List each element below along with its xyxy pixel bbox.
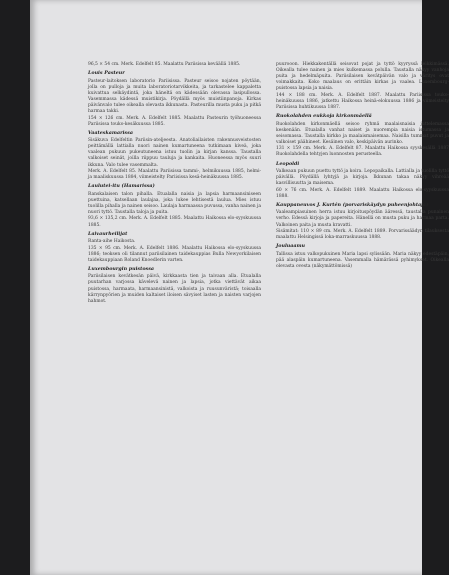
book-page [30, 0, 449, 575]
paragraph: Tallissa istuu valkopukuinen Maria lapsi sylissään. Maria näkyy edestäpäin, pää alaspäin kumartuneena. Vasemmalla hämärässä pyhimykset. Oikealla olevasta ovesta (näkymättömissä) [276, 251, 449, 269]
section-heading: Ruokolahden eukkoja kirkonmäellä [276, 113, 372, 120]
paragraph: 144 × 188 cm. Merk. A. Edelfelt 1887. Maalattu Pariisissa touko-heinäkuussa 1886, jatkettu Haikossa heinä-elokuussa 1886 ja viimeistelty Pariisissa huhtikuussa 1887. [276, 92, 449, 111]
paragraph: Sisäkuva Edelfeltin Pariisin-ateljeesta. Anatoliailaisten rakennusveistosten peittämällä lattialla nuori nainen kumartuneena tutkimaan kiveä, joka vaalean pukuun pukeutuneena istuu tuolin ja kirjan kanssa. Taustalla valkoiset seinät, joilla riippuu tauluja ja kankaita. Huoneessa myös suuri ikkuna. Valo tulee vasemmalta. [88, 138, 261, 168]
section-heading: Leopoldi [276, 160, 300, 167]
paragraph: 135 × 95 cm. Merk. A. Edelfelt 1886. Maalattu Haikossa elo-syyskuussa 1886; teoksen oli tilannut pariisilainen taidekauppias Bulla Newyorkilaisen taidekauppiaan Roland Knoedlerin varten. [88, 245, 261, 263]
paragraph: 131 × 159 cm. Merk. A. Edelfelt 87. Maalattu Haikossa syyskesällä 1887 Ruokolahdella tehtyjen luonnosten perusteella. [276, 146, 449, 158]
paragraph: Ranskalaisen talon pihalla. Etualalla naisia ja lapsia harmaansiniseen puettuina, katsellaan laulajaa, joka lukee lehtisestä laulua. Mies istuu tuolilla pihalla ja nainen seisoo. Laulaja harmaassa puvussa, vanha nainen ja nuori tyttö. Taustalla taloja ja puita. [88, 191, 261, 215]
paragraph: Sisämitat: 110 × 89 cm. Merk. A. Edelfelt 1889. Porvarissäädyn tilauksesta maalattu Helsingissä loka-marraskuussa 1888. [276, 229, 449, 241]
paragraph: Merk. A. Edelfelt 85. Maalattu Pariisissa tammi-, helmikuussa 1885, helmi- ja maaliskuussa 1884, viimeistelty Pariisissa kesä-heinäkuussa 1885. [88, 169, 261, 181]
section-heading: Luxembourgin puistossa [88, 266, 155, 273]
paragraph: Ruokolahden kirkonmäellä seisoo ryhmä maalaisnaisia juttelemassa keskenään. Etualalla vanhat naiset ja nuorempia naisia istumassa ja seisomassa. Taustalla kirkko ja maalaismaisemaa. Naisilla tummat puvut ja valkoiset päähineet. Kesäinen valo, keskipäivän aurinko. [276, 121, 449, 145]
paragraph: Ranta-aihe Haikosta. [88, 239, 136, 245]
paragraph: Pasteur-laitoksen laboratorio Pariisissa. Pasteur seisoo nojaten pöytään, jolla on pulloja ja muita laboratoriotarvikkeita, ja tarkastelee kappaletta kuivattua selkäydintä, joka häneltä on kädessään olevassa lasipullossa. Vasemmassa kädessä muistikirja. Pöydällä myös muistiinpanoja. Kirkas päivänvalo tulee oikealla olevasta ikkunasta. Pasteurilla musta puku ja pitkä harmaa takki. [88, 78, 261, 115]
section-heading: Louis Pasteur [88, 70, 125, 77]
paragraph: 96,5 × 54 cm. Merk. Edelfelt 85. Maalattu Pariisissa keväällä 1885. [88, 62, 241, 67]
left-text-column [88, 62, 261, 305]
right-text-column [276, 62, 449, 270]
section-heading: Kauppaneuvos J. Kurtén (porvariskäydyn puheenjohtaja) [276, 202, 429, 209]
paragraph: Valkeaan pukuun puettu tyttö ja koira. Lepopaikalla. Lattialla ja tuolilla tyttö päivällä. Pöydällä lyhtyjä ja kirjoja. Ikkunan takaa näkyy vihreää kasvillisuutta ja maisema. [276, 169, 449, 187]
section-heading: Jouluaamu [276, 243, 306, 250]
paragraph: 93,6 × 135,2 cm. Merk. A. Edelfelt 1885. Maalattu Haikossa elo-syyskuussa 1885. [88, 216, 261, 228]
paragraph: puurooon. Hiekkakentällä seisovat pojat ja tyttö kyyryssä leikkimässä. Oikealla tulee nainen ja mies kulkemassa polulla. Taustalla näkyy vanhoja puita ja hedelmäpuita. Pariisilaisen kevätpäivän valo ja väritys ovat voimakkaita. Koko maalaus on erittäin kirkas ja vaalea. Luxembourg-puistossa lapsia ja naisia. [276, 62, 449, 92]
paragraph: Pariisilaisen kevätkesän päivä, kirkkaasta tien ja taivaan alla. Etualalla puutarhan varjossa kävelevä nainen ja lapsia, jotka viettävät aikaa puistossa, harmaata, harmaansinistä, valkoista ja ruusunväristä; toisaalla kärrynpyörien ja muiden kaltaiset iloisen sävyiset lasten ja naisten varjojen hahmot. [88, 274, 261, 304]
paragraph: 60 × 76 cm. Merk. A. Edelfelt 1889. Maalattu Haikossa elo-syyskuussa 1888. [276, 187, 449, 199]
section-heading: Vaateskamarissa [88, 129, 133, 136]
paragraph: 154 × 126 cm. Merk. A. Edelfelt 1885. Maalattu Pasteurin työhuoneessa Pariisissa touko-kesäkuussa 1885. [88, 115, 261, 127]
paragraph: Vaaleampiasuinen herra istuu kirjoituspöydän ääressä, taustalla punainen verho. Edessä kirjoja ja papereita. Hänellä on musta puku ja harmaa parta. Valkoinen paita ja musta kravatti. [276, 210, 449, 228]
section-heading: Laivaurheilijat [88, 230, 128, 237]
section-heading: Laulutei-itu (Hamarissa) [88, 183, 155, 190]
